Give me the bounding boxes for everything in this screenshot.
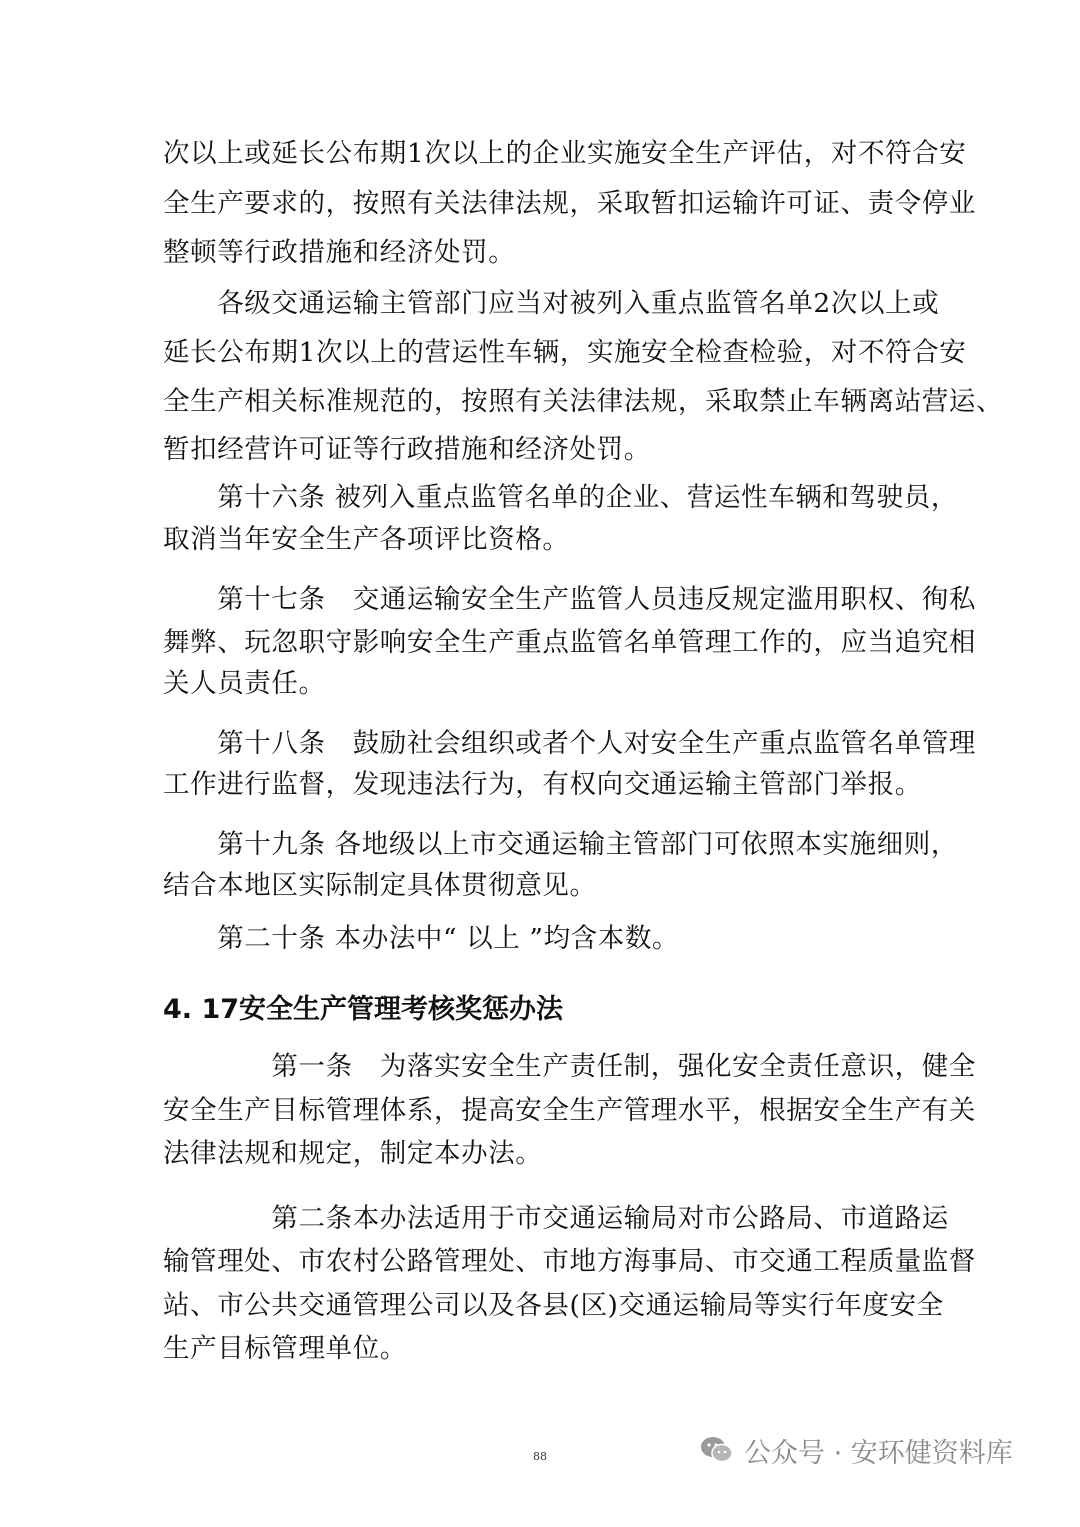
watermark — [700, 1426, 1013, 1474]
article-20-line: 第二十条 本办法中“ 以上 ”均含本数。 — [163, 923, 680, 954]
body-line: 各级交通运输主管部门应当对被列入重点监管名单2次以上或 — [163, 288, 940, 319]
article-19-line: 结合本地区实际制定具体贯彻意见。 — [163, 870, 597, 901]
page-number: 88 — [533, 1450, 547, 1463]
body-line: 暂扣经营许可证等行政措施和经济处罚。 — [163, 434, 651, 465]
section-body-line: 第一条 为落实安全生产责任制，强化安全责任意识，健全 — [163, 1051, 976, 1082]
body-line: 全生产要求的，按照有关法律法规，采取暂扣运输许可证、责令停业 — [163, 188, 976, 219]
section-body-line: 法律法规和规定，制定本办法。 — [163, 1138, 543, 1169]
body-line: 延长公布期1次以上的营运性车辆，实施安全检查检验，对不符合安 — [163, 337, 967, 368]
section-heading: 4. 17安全生产管理考核奖惩办法 — [163, 994, 564, 1025]
article-16-line: 第十六条 被列入重点监管名单的企业、营运性车辆和驾驶员， — [163, 482, 958, 513]
wechat-icon — [700, 1435, 734, 1465]
article-19-line: 第十九条 各地级以上市交通运输主管部门可依照本实施细则， — [163, 829, 958, 860]
section-body-line: 输管理处、市农村公路管理处、市地方海事局、市交通工程质量监督 — [163, 1246, 976, 1277]
section-body-line: 第二条本办法适用于市交通运输局对市公路局、市道路运 — [163, 1203, 949, 1234]
article-17-line: 关人员责任。 — [163, 668, 326, 699]
article-17-line: 舞弊、玩忽职守影响安全生产重点监管名单管理工作的，应当追究相 — [163, 627, 976, 658]
section-body-line: 站、市公共交通管理公司以及各县(区)交通运输局等实行年度安全 — [163, 1290, 944, 1321]
article-18-line: 第十八条 鼓励社会组织或者个人对安全生产重点监管名单管理 — [163, 728, 976, 759]
body-line: 整顿等行政措施和经济处罚。 — [163, 237, 516, 268]
article-18-line: 工作进行监督，发现违法行为，有权向交通运输主管部门举报。 — [163, 769, 922, 800]
section-body-line: 生产目标管理单位。 — [163, 1333, 407, 1364]
body-line: 全生产相关标准规范的，按照有关法律法规，采取禁止车辆离站营运、 — [163, 386, 1004, 417]
body-line: 次以上或延长公布期1次以上的企业实施安全生产评估，对不符合安 — [163, 138, 967, 169]
watermark-text: 公众号 · 安环健资料库 — [744, 1437, 1013, 1469]
section-body-line: 安全生产目标管理体系，提高安全生产管理水平，根据安全生产有关 — [163, 1095, 976, 1126]
article-16-line: 取消当年安全生产各项评比资格。 — [163, 524, 570, 555]
article-17-line: 第十七条 交通运输安全生产监管人员违反规定滥用职权、徇私 — [163, 584, 976, 615]
